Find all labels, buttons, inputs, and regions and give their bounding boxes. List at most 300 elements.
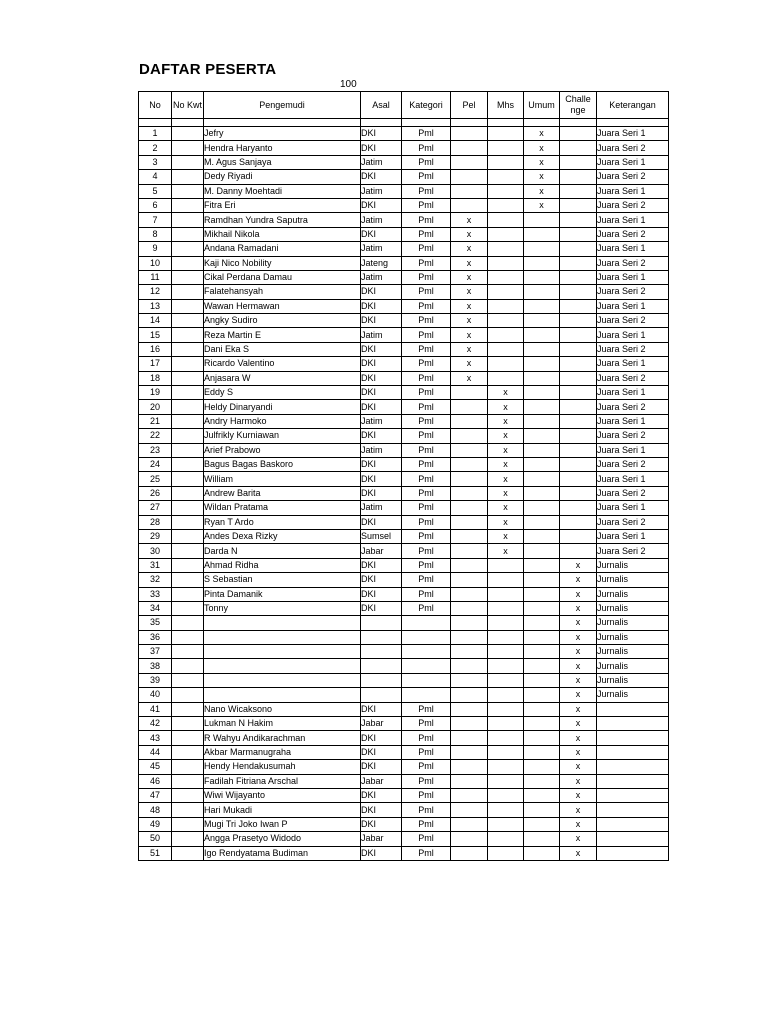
cell-no: 39	[139, 673, 172, 687]
cell-no-kwt	[172, 846, 204, 860]
header-mhs: Mhs	[488, 92, 524, 119]
cell-pengemudi: Tonny	[204, 601, 361, 615]
cell-asal: DKI	[361, 803, 402, 817]
cell-mhs	[488, 198, 524, 212]
cell-mhs	[488, 587, 524, 601]
cell-umum	[524, 717, 560, 731]
cell-umum	[524, 386, 560, 400]
cell-challenge	[560, 328, 597, 342]
cell-kategori: Pml	[402, 256, 451, 270]
cell-mhs	[488, 731, 524, 745]
cell-kategori: Pml	[402, 227, 451, 241]
cell-umum	[524, 501, 560, 515]
cell-no-kwt	[172, 371, 204, 385]
cell-pel: x	[451, 242, 488, 256]
cell-no: 43	[139, 731, 172, 745]
cell-no-kwt	[172, 630, 204, 644]
cell-mhs	[488, 717, 524, 731]
cell-no: 25	[139, 472, 172, 486]
table-row	[139, 731, 669, 745]
cell-pengemudi: Ramdhan Yundra Saputra	[204, 213, 361, 227]
header-keterangan: Keterangan	[597, 92, 669, 119]
cell-pengemudi	[204, 688, 361, 702]
cell-pengemudi: Wildan Pratama	[204, 501, 361, 515]
cell-umum	[524, 702, 560, 716]
cell-mhs	[488, 645, 524, 659]
cell-umum: x	[524, 170, 560, 184]
table-row	[139, 688, 669, 702]
table-row	[139, 846, 669, 860]
cell-mhs	[488, 688, 524, 702]
cell-challenge	[560, 170, 597, 184]
cell-pengemudi: Kaji Nico Nobility	[204, 256, 361, 270]
cell-mhs	[488, 170, 524, 184]
table-row	[139, 198, 669, 212]
table-row	[139, 429, 669, 443]
cell-challenge: x	[560, 846, 597, 860]
cell-challenge	[560, 270, 597, 284]
cell-mhs: x	[488, 457, 524, 471]
cell-kategori: Pml	[402, 558, 451, 572]
cell-pel	[451, 832, 488, 846]
cell-kategori	[402, 630, 451, 644]
cell-asal: DKI	[361, 127, 402, 141]
cell-pengemudi: Heldy Dinaryandi	[204, 400, 361, 414]
cell-asal: DKI	[361, 400, 402, 414]
cell-pel	[451, 659, 488, 673]
cell-kategori: Pml	[402, 774, 451, 788]
cell-kategori: Pml	[402, 529, 451, 543]
cell-pel	[451, 141, 488, 155]
cell-no-kwt	[172, 587, 204, 601]
cell-pengemudi: Andana Ramadani	[204, 242, 361, 256]
cell-pengemudi: M. Agus Sanjaya	[204, 155, 361, 169]
table-row	[139, 659, 669, 673]
cell-umum	[524, 774, 560, 788]
header-pengemudi: Pengemudi	[204, 92, 361, 119]
cell-asal: DKI	[361, 299, 402, 313]
cell-mhs: x	[488, 386, 524, 400]
cell-pengemudi: Angga Prasetyo Widodo	[204, 832, 361, 846]
cell-umum	[524, 227, 560, 241]
cell-mhs	[488, 817, 524, 831]
cell-asal: DKI	[361, 314, 402, 328]
table-row	[139, 227, 669, 241]
cell-challenge	[560, 371, 597, 385]
cell-asal: Jateng	[361, 256, 402, 270]
cell-no-kwt	[172, 342, 204, 356]
cell-mhs	[488, 342, 524, 356]
cell-asal: DKI	[361, 486, 402, 500]
cell-umum: x	[524, 141, 560, 155]
cell-mhs	[488, 659, 524, 673]
cell-umum	[524, 846, 560, 860]
cell-asal: DKI	[361, 760, 402, 774]
cell-umum	[524, 529, 560, 543]
cell-pel	[451, 127, 488, 141]
cell-no-kwt	[172, 645, 204, 659]
cell-no-kwt	[172, 213, 204, 227]
cell-kategori: Pml	[402, 357, 451, 371]
cell-umum	[524, 803, 560, 817]
cell-umum	[524, 357, 560, 371]
cell-kategori: Pml	[402, 803, 451, 817]
table-row	[139, 328, 669, 342]
cell-pengemudi: Dani Eka S	[204, 342, 361, 356]
cell-no-kwt	[172, 573, 204, 587]
table-row	[139, 184, 669, 198]
cell-no: 24	[139, 457, 172, 471]
cell-pengemudi: Ryan T Ardo	[204, 515, 361, 529]
cell-no: 13	[139, 299, 172, 313]
cell-pel	[451, 645, 488, 659]
cell-no-kwt	[172, 429, 204, 443]
cell-umum	[524, 760, 560, 774]
cell-keterangan: Juara Seri 1	[597, 127, 669, 141]
spacer-row	[139, 119, 669, 127]
cell-kategori: Pml	[402, 601, 451, 615]
cell-keterangan: Juara Seri 2	[597, 400, 669, 414]
cell-pengemudi	[204, 616, 361, 630]
cell-kategori: Pml	[402, 832, 451, 846]
cell-umum	[524, 573, 560, 587]
cell-no-kwt	[172, 299, 204, 313]
cell-mhs	[488, 357, 524, 371]
cell-no: 34	[139, 601, 172, 615]
cell-challenge: x	[560, 803, 597, 817]
cell-asal: Jabar	[361, 544, 402, 558]
cell-kategori: Pml	[402, 472, 451, 486]
cell-mhs	[488, 328, 524, 342]
cell-no: 50	[139, 832, 172, 846]
cell-asal: DKI	[361, 846, 402, 860]
cell-keterangan: Juara Seri 1	[597, 386, 669, 400]
cell-no-kwt	[172, 659, 204, 673]
cell-mhs	[488, 558, 524, 572]
cell-pengemudi: William	[204, 472, 361, 486]
table-row	[139, 314, 669, 328]
cell-kategori: Pml	[402, 501, 451, 515]
cell-asal	[361, 688, 402, 702]
cell-umum	[524, 788, 560, 802]
cell-challenge	[560, 457, 597, 471]
cell-no: 2	[139, 141, 172, 155]
cell-asal: DKI	[361, 558, 402, 572]
cell-no: 27	[139, 501, 172, 515]
cell-challenge	[560, 443, 597, 457]
header-kategori: Kategori	[402, 92, 451, 119]
cell-pengemudi	[204, 659, 361, 673]
cell-pel	[451, 429, 488, 443]
cell-challenge	[560, 227, 597, 241]
cell-kategori: Pml	[402, 170, 451, 184]
cell-kategori: Pml	[402, 414, 451, 428]
cell-pel	[451, 702, 488, 716]
cell-kategori: Pml	[402, 443, 451, 457]
cell-no: 6	[139, 198, 172, 212]
cell-kategori: Pml	[402, 587, 451, 601]
cell-challenge: x	[560, 630, 597, 644]
cell-no: 21	[139, 414, 172, 428]
cell-no-kwt	[172, 127, 204, 141]
cell-mhs	[488, 127, 524, 141]
cell-asal: DKI	[361, 601, 402, 615]
header-pel: Pel	[451, 92, 488, 119]
cell-asal: DKI	[361, 587, 402, 601]
cell-umum	[524, 213, 560, 227]
cell-no: 12	[139, 285, 172, 299]
cell-pengemudi: Fadilah Fitriana Arschal	[204, 774, 361, 788]
cell-pel	[451, 529, 488, 543]
cell-mhs	[488, 832, 524, 846]
table-body	[139, 119, 669, 861]
cell-kategori: Pml	[402, 429, 451, 443]
cell-no: 17	[139, 357, 172, 371]
cell-mhs	[488, 155, 524, 169]
cell-kategori: Pml	[402, 760, 451, 774]
cell-keterangan: Juara Seri 1	[597, 213, 669, 227]
cell-mhs	[488, 270, 524, 284]
cell-pel	[451, 587, 488, 601]
cell-no: 5	[139, 184, 172, 198]
cell-umum	[524, 299, 560, 313]
participant-table	[138, 91, 669, 861]
top-number: 100	[340, 79, 357, 90]
cell-keterangan: Juara Seri 1	[597, 529, 669, 543]
cell-challenge	[560, 342, 597, 356]
cell-kategori: Pml	[402, 544, 451, 558]
cell-keterangan	[597, 788, 669, 802]
cell-pel: x	[451, 213, 488, 227]
cell-asal: Jatim	[361, 270, 402, 284]
cell-umum	[524, 601, 560, 615]
cell-pengemudi: Ricardo Valentino	[204, 357, 361, 371]
cell-keterangan: Juara Seri 1	[597, 184, 669, 198]
cell-pel: x	[451, 328, 488, 342]
cell-umum	[524, 270, 560, 284]
cell-no-kwt	[172, 529, 204, 543]
cell-mhs: x	[488, 472, 524, 486]
table-row	[139, 213, 669, 227]
cell-no-kwt	[172, 314, 204, 328]
cell-asal: Jabar	[361, 717, 402, 731]
cell-pengemudi: Andrew Barita	[204, 486, 361, 500]
table-row	[139, 299, 669, 313]
cell-keterangan	[597, 817, 669, 831]
table-row	[139, 342, 669, 356]
cell-challenge: x	[560, 587, 597, 601]
cell-keterangan: Jurnalis	[597, 659, 669, 673]
cell-keterangan: Juara Seri 2	[597, 342, 669, 356]
cell-no: 3	[139, 155, 172, 169]
cell-challenge: x	[560, 717, 597, 731]
cell-pel: x	[451, 285, 488, 299]
cell-pel	[451, 155, 488, 169]
cell-pengemudi: Nano Wicaksono	[204, 702, 361, 716]
cell-pel	[451, 616, 488, 630]
cell-pel: x	[451, 342, 488, 356]
cell-challenge: x	[560, 788, 597, 802]
table-row	[139, 558, 669, 572]
cell-asal: DKI	[361, 227, 402, 241]
cell-keterangan: Juara Seri 2	[597, 198, 669, 212]
cell-challenge: x	[560, 573, 597, 587]
cell-keterangan: Jurnalis	[597, 573, 669, 587]
cell-pel: x	[451, 357, 488, 371]
cell-umum	[524, 515, 560, 529]
cell-no-kwt	[172, 717, 204, 731]
table-row	[139, 515, 669, 529]
cell-pel	[451, 573, 488, 587]
cell-pel	[451, 515, 488, 529]
cell-pengemudi: Wiwi Wijayanto	[204, 788, 361, 802]
cell-umum	[524, 371, 560, 385]
cell-no-kwt	[172, 400, 204, 414]
cell-no-kwt	[172, 242, 204, 256]
cell-challenge	[560, 472, 597, 486]
cell-kategori: Pml	[402, 314, 451, 328]
cell-umum	[524, 558, 560, 572]
cell-keterangan: Jurnalis	[597, 645, 669, 659]
cell-asal: DKI	[361, 170, 402, 184]
cell-challenge: x	[560, 616, 597, 630]
cell-no: 35	[139, 616, 172, 630]
cell-challenge	[560, 314, 597, 328]
cell-challenge	[560, 544, 597, 558]
table-row	[139, 386, 669, 400]
cell-pel	[451, 501, 488, 515]
cell-kategori: Pml	[402, 717, 451, 731]
cell-mhs	[488, 213, 524, 227]
cell-challenge	[560, 213, 597, 227]
cell-keterangan: Juara Seri 1	[597, 357, 669, 371]
cell-pengemudi	[204, 645, 361, 659]
cell-challenge	[560, 141, 597, 155]
cell-keterangan: Juara Seri 2	[597, 429, 669, 443]
cell-umum	[524, 486, 560, 500]
table-row	[139, 170, 669, 184]
cell-challenge	[560, 285, 597, 299]
cell-keterangan: Juara Seri 1	[597, 501, 669, 515]
table-row	[139, 414, 669, 428]
cell-umum: x	[524, 155, 560, 169]
cell-asal: Jatim	[361, 213, 402, 227]
cell-keterangan: Juara Seri 1	[597, 472, 669, 486]
page-title: DAFTAR PESERTA	[139, 61, 277, 78]
cell-pengemudi: Andes Dexa Rizky	[204, 529, 361, 543]
cell-keterangan: Jurnalis	[597, 558, 669, 572]
cell-no-kwt	[172, 357, 204, 371]
cell-no-kwt	[172, 198, 204, 212]
cell-umum	[524, 832, 560, 846]
cell-pengemudi: S Sebastian	[204, 573, 361, 587]
cell-no-kwt	[172, 141, 204, 155]
cell-no: 28	[139, 515, 172, 529]
cell-mhs: x	[488, 414, 524, 428]
cell-mhs	[488, 242, 524, 256]
cell-no: 44	[139, 745, 172, 759]
cell-no: 49	[139, 817, 172, 831]
table-row	[139, 544, 669, 558]
cell-pel	[451, 443, 488, 457]
cell-challenge	[560, 501, 597, 515]
cell-challenge	[560, 198, 597, 212]
cell-keterangan: Juara Seri 2	[597, 256, 669, 270]
cell-kategori: Pml	[402, 213, 451, 227]
cell-challenge	[560, 127, 597, 141]
cell-pel	[451, 558, 488, 572]
cell-kategori: Pml	[402, 127, 451, 141]
cell-no-kwt	[172, 616, 204, 630]
cell-pengemudi: Mugi Tri Joko Iwan P	[204, 817, 361, 831]
cell-no: 48	[139, 803, 172, 817]
cell-no-kwt	[172, 227, 204, 241]
cell-challenge: x	[560, 645, 597, 659]
cell-keterangan: Jurnalis	[597, 616, 669, 630]
cell-no-kwt	[172, 256, 204, 270]
header-umum: Umum	[524, 92, 560, 119]
cell-no: 51	[139, 846, 172, 860]
cell-challenge	[560, 400, 597, 414]
cell-no: 7	[139, 213, 172, 227]
cell-keterangan	[597, 702, 669, 716]
cell-keterangan	[597, 803, 669, 817]
cell-kategori: Pml	[402, 788, 451, 802]
cell-pengemudi: Ahmad Ridha	[204, 558, 361, 572]
cell-kategori: Pml	[402, 731, 451, 745]
cell-pengemudi: Arief Prabowo	[204, 443, 361, 457]
cell-pengemudi: M. Danny Moehtadi	[204, 184, 361, 198]
cell-mhs	[488, 227, 524, 241]
cell-asal: DKI	[361, 357, 402, 371]
cell-kategori: Pml	[402, 371, 451, 385]
table-row	[139, 256, 669, 270]
cell-challenge: x	[560, 702, 597, 716]
cell-umum: x	[524, 184, 560, 198]
cell-pel	[451, 673, 488, 687]
cell-pengemudi: Reza Martin E	[204, 328, 361, 342]
cell-umum	[524, 342, 560, 356]
cell-kategori: Pml	[402, 702, 451, 716]
cell-no: 23	[139, 443, 172, 457]
cell-pel: x	[451, 256, 488, 270]
cell-umum	[524, 817, 560, 831]
cell-challenge: x	[560, 659, 597, 673]
cell-asal: DKI	[361, 371, 402, 385]
cell-challenge: x	[560, 760, 597, 774]
cell-no-kwt	[172, 673, 204, 687]
cell-no-kwt	[172, 702, 204, 716]
cell-no-kwt	[172, 184, 204, 198]
cell-mhs	[488, 371, 524, 385]
cell-kategori: Pml	[402, 141, 451, 155]
cell-keterangan: Juara Seri 2	[597, 457, 669, 471]
cell-pel	[451, 184, 488, 198]
cell-no: 41	[139, 702, 172, 716]
table-row	[139, 457, 669, 471]
cell-pengemudi: Hari Mukadi	[204, 803, 361, 817]
cell-kategori	[402, 659, 451, 673]
cell-mhs	[488, 573, 524, 587]
cell-no: 29	[139, 529, 172, 543]
cell-keterangan: Juara Seri 2	[597, 515, 669, 529]
cell-no-kwt	[172, 472, 204, 486]
cell-mhs	[488, 285, 524, 299]
cell-pengemudi: Andry Harmoko	[204, 414, 361, 428]
cell-pel	[451, 472, 488, 486]
cell-asal: Jatim	[361, 328, 402, 342]
cell-asal	[361, 645, 402, 659]
